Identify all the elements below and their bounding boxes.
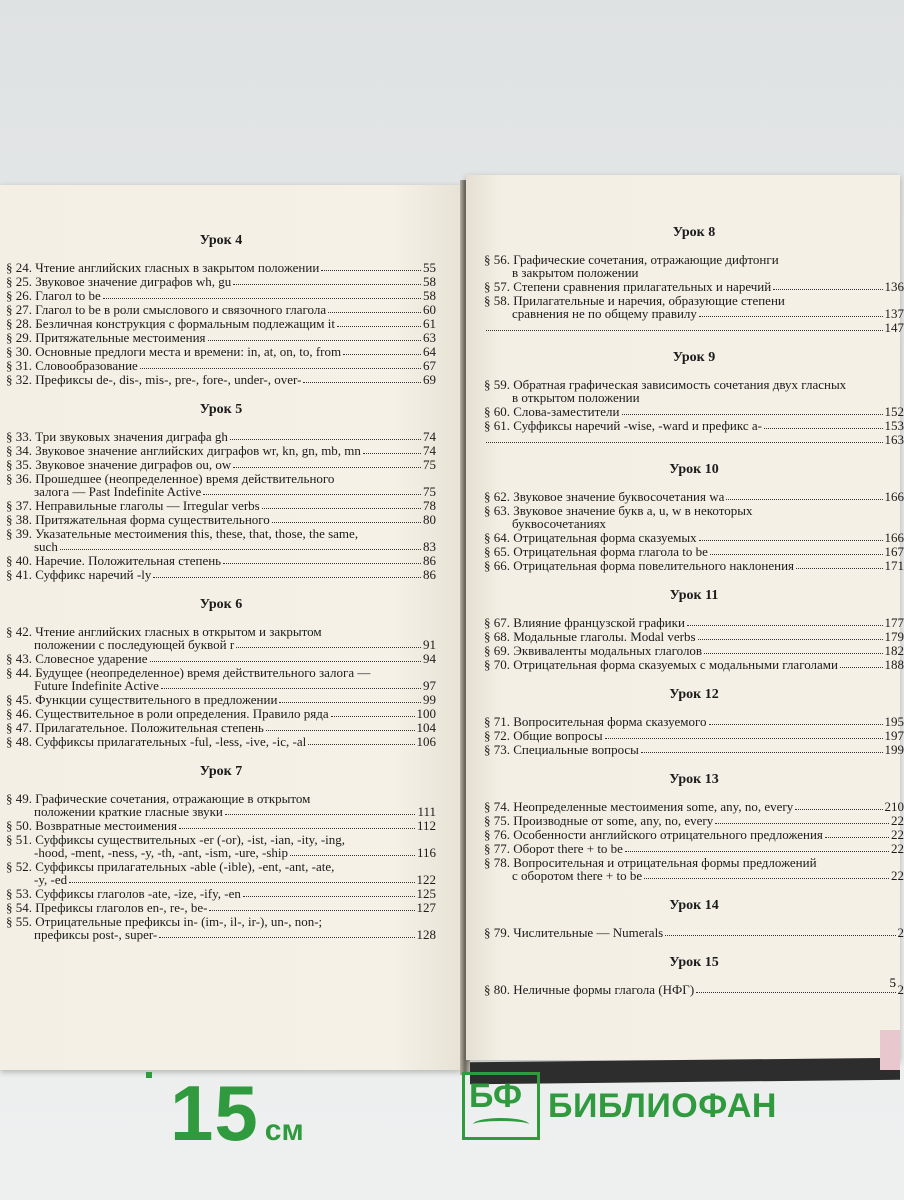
toc-entry — [6, 289, 436, 302]
toc-entry-title: § 63. Звуковое значение букв a, u, w в некоторых — [484, 503, 753, 518]
toc-entry — [6, 540, 436, 553]
toc-page-number: 152 — [884, 404, 904, 419]
toc-page-number: 116 — [416, 845, 436, 860]
toc-entry — [6, 359, 436, 372]
toc-entry-title: § 80. Неличные формы глагола (НФГ) — [484, 982, 695, 997]
lesson-heading: Урок 15 — [669, 955, 719, 970]
toc-entry-title: § 40. Наречие. Положительная степень — [6, 553, 222, 568]
toc-entry-title: § 41. Суффикс наречий -ly — [6, 567, 152, 582]
toc-page-number: 22 — [891, 841, 904, 856]
toc-page-number: 22 — [891, 813, 904, 828]
dot-leader — [796, 568, 882, 569]
toc-entry-title: § 69. Эквиваленты модальных глаголов — [484, 643, 703, 658]
page-number: 5 — [889, 975, 896, 990]
dot-leader — [486, 330, 883, 331]
toc-page-number: 22 — [891, 868, 904, 883]
toc-entry — [6, 652, 436, 665]
toc-entry-title: § 72. Общие вопросы — [484, 728, 603, 743]
dot-leader — [641, 752, 883, 753]
toc-entry — [484, 983, 904, 996]
toc-page-number: 199 — [884, 742, 904, 757]
toc-entry — [484, 630, 904, 643]
toc-entry — [6, 345, 436, 358]
dot-leader — [644, 878, 889, 879]
toc-page-number: 177 — [884, 615, 904, 630]
toc-entry — [484, 926, 904, 939]
toc-entry-title: § 58. Прилагательные и наречия, образующие степени — [484, 293, 785, 308]
toc-entry-title: § 68. Модальные глаголы. Modal verbs — [484, 629, 696, 644]
toc-entry — [484, 433, 904, 446]
toc-page-number: 86 — [423, 553, 436, 568]
toc-entry-title: § 46. Существительное в роли определения. Правило ряда — [6, 706, 329, 721]
dot-leader — [698, 639, 883, 640]
lesson-heading: Урок 14 — [669, 898, 719, 913]
toc-entry — [6, 873, 436, 886]
toc-entry — [484, 419, 904, 432]
toc-page-number: 210 — [884, 799, 904, 814]
toc-entry-title: § 64. Отрицательная форма сказуемых — [484, 530, 697, 545]
toc-entry — [6, 458, 436, 471]
dot-leader — [764, 428, 883, 429]
dot-leader — [363, 453, 421, 454]
toc-entry — [6, 819, 436, 832]
toc-page-number: 75 — [423, 457, 436, 472]
dot-leader — [486, 442, 883, 443]
toc-entry — [6, 568, 436, 581]
dot-leader — [665, 935, 895, 936]
toc-entry — [484, 658, 904, 671]
toc-entry-title: § 73. Специальные вопросы — [484, 742, 639, 757]
toc-entry-title: § 61. Суффиксы наречий -wise, -ward и префикс a- — [484, 418, 762, 433]
toc-page-number: 122 — [416, 872, 436, 887]
toc-page-number: 100 — [416, 706, 436, 721]
brand-logo-icon — [462, 1072, 540, 1140]
dot-leader — [825, 837, 889, 838]
toc-entry-title: § 25. Звуковое значение диграфов wh, gu — [6, 274, 232, 289]
dot-leader — [262, 508, 421, 509]
toc-entry-title: § 57. Степени сравнения прилагательных и наречий — [484, 279, 772, 294]
lesson-heading: Урок 4 — [199, 233, 243, 248]
dot-leader — [331, 716, 415, 717]
toc-entry-title: § 56. Графические сочетания, отражающие дифтонги — [484, 252, 779, 267]
toc-page-number: 61 — [423, 316, 436, 331]
toc-entry — [6, 805, 436, 818]
toc-page-number: 86 — [423, 567, 436, 582]
toc-page-number: 80 — [423, 512, 436, 527]
toc-page-number: 22 — [891, 827, 904, 842]
toc-entry-title: § 78. Вопросительная и отрицательная формы предложений — [484, 855, 817, 870]
dot-leader — [343, 354, 421, 355]
toc-entry — [6, 261, 436, 274]
toc-entry-title: § 32. Префиксы de-, dis-, mis-, pre-, fore-, under-, over- — [6, 372, 302, 387]
toc-entry-title: § 75. Производные от some, any, no, every — [484, 813, 714, 828]
toc-page-number: 112 — [416, 818, 436, 833]
toc-entry — [484, 490, 904, 503]
toc-entry-title: § 26. Глагол to be — [6, 288, 101, 303]
toc-page-number: 104 — [416, 720, 436, 735]
dot-leader — [161, 688, 421, 689]
left-toc-column — [6, 233, 436, 942]
toc-entry — [484, 266, 904, 279]
toc-page-number: 55 — [423, 260, 436, 275]
toc-entry-continuation: префиксы post-, super- — [34, 927, 158, 942]
toc-entry — [484, 644, 904, 657]
dot-leader — [726, 499, 882, 500]
dot-leader — [290, 855, 415, 856]
toc-entry-continuation: -hood, -ment, -ness, -y, -th, -ant, -ism, -ure, -ship — [34, 845, 289, 860]
toc-entry — [6, 303, 436, 316]
toc-page-number: 2 — [897, 982, 904, 997]
toc-entry-title: § 43. Словесное ударение — [6, 651, 148, 666]
dot-leader — [236, 647, 421, 648]
toc-entry-title: § 55. Отрицательные префиксы in- (im-, il-, ir-), un-, non-; — [6, 914, 323, 929]
toc-entry — [6, 846, 436, 859]
toc-page-number: 83 — [423, 539, 436, 554]
toc-entry — [484, 517, 904, 530]
toc-page-number: 64 — [423, 344, 436, 359]
dot-leader — [795, 809, 882, 810]
toc-entry-title: § 67. Влияние французской графики — [484, 615, 685, 630]
toc-entry-title: § 44. Будущее (неопределенное) время действительного залога — — [6, 665, 371, 680]
toc-entry-continuation: Future Indefinite Active — [34, 678, 159, 693]
toc-entry-title: § 24. Чтение английских гласных в закрытом положении — [6, 260, 320, 275]
toc-entry-title: § 34. Звуковое значение английских диграфов wr, kn, gn, mb, mn — [6, 443, 361, 458]
toc-entry-title: § 65. Отрицательная форма глагола to be — [484, 544, 708, 559]
toc-page-number: 153 — [884, 418, 904, 433]
dot-leader — [203, 494, 421, 495]
toc-page-number: 99 — [423, 692, 436, 707]
lesson-heading: Урок 7 — [199, 764, 243, 779]
toc-entry-title: § 54. Префиксы глаголов en-, re-, be- — [6, 900, 208, 915]
toc-entry — [484, 391, 904, 404]
ruler-tick — [146, 1072, 152, 1078]
toc-page-number: 182 — [884, 643, 904, 658]
toc-entry — [6, 373, 436, 386]
toc-entry — [6, 513, 436, 526]
lesson-heading: Урок 6 — [199, 597, 243, 612]
dot-leader — [687, 625, 883, 626]
toc-page-number: 75 — [423, 484, 436, 499]
toc-entry — [484, 729, 904, 742]
toc-entry — [6, 928, 436, 941]
toc-entry-continuation: -y, -ed — [34, 872, 68, 887]
toc-entry-title: § 28. Безличная конструкция с формальным подлежащим it — [6, 316, 335, 331]
toc-page-number: 195 — [884, 714, 904, 729]
toc-entry — [484, 545, 904, 558]
toc-page-number: 78 — [423, 498, 436, 513]
toc-entry-title: § 30. Основные предлоги места и времени: in, at, on, to, from — [6, 344, 342, 359]
toc-page-number: 136 — [884, 279, 904, 294]
toc-entry — [6, 485, 436, 498]
toc-entry — [6, 693, 436, 706]
toc-entry-title: § 74. Неопределенные местоимения some, any, no, every — [484, 799, 794, 814]
dot-leader — [243, 896, 415, 897]
toc-entry-title: § 77. Оборот there + to be — [484, 841, 623, 856]
dot-leader — [840, 667, 883, 668]
toc-page-number: 166 — [884, 530, 904, 545]
toc-entry-title: § 37. Неправильные глаголы — Irregular verbs — [6, 498, 260, 513]
toc-entry-continuation: such — [34, 539, 58, 554]
toc-page-number: 58 — [423, 274, 436, 289]
toc-entry — [484, 559, 904, 572]
toc-entry — [484, 842, 904, 855]
dot-leader — [69, 882, 414, 883]
dot-leader — [159, 937, 414, 938]
toc-entry-title: § 48. Суффиксы прилагательных -ful, -less, -ive, -ic, -al — [6, 734, 307, 749]
dot-leader — [696, 992, 895, 993]
ruler-unit: см — [264, 1114, 304, 1147]
ruler-label — [170, 1068, 304, 1159]
dot-leader — [605, 738, 883, 739]
toc-page-number: 171 — [884, 558, 904, 573]
toc-entry-title: § 50. Возвратные местоимения — [6, 818, 177, 833]
toc-entry-continuation: сравнения не по общему правилу — [512, 306, 697, 321]
dot-leader — [140, 368, 421, 369]
toc-entry — [6, 707, 436, 720]
toc-entry — [484, 828, 904, 841]
dot-leader — [622, 414, 883, 415]
dot-leader — [225, 814, 416, 815]
brand-name: БИБЛИОФАН — [548, 1086, 777, 1125]
toc-page-number: 179 — [884, 629, 904, 644]
toc-entry — [6, 275, 436, 288]
toc-entry-continuation: в открытом положении — [512, 390, 640, 405]
toc-entry — [6, 317, 436, 330]
toc-entry-title: § 79. Числительные — Numerals — [484, 925, 664, 940]
toc-page-number: 58 — [423, 288, 436, 303]
dot-leader — [625, 851, 889, 852]
toc-entry-title: § 51. Суффиксы существительных -er (-or), -ist, -ian, -ity, -ing, — [6, 832, 346, 847]
toc-entry-title: § 62. Звуковое значение буквосочетания wa — [484, 489, 725, 504]
dot-leader — [209, 910, 414, 911]
dot-leader — [179, 828, 415, 829]
dot-leader — [321, 270, 421, 271]
toc-entry-continuation: положении краткие гласные звуки — [34, 804, 223, 819]
toc-entry-title: § 35. Звуковое значение диграфов ou, ow — [6, 457, 232, 472]
toc-entry-continuation: с оборотом there + to be — [512, 868, 643, 883]
toc-page-number: 67 — [423, 358, 436, 373]
dot-leader — [150, 661, 422, 662]
toc-page-number: 74 — [423, 429, 436, 444]
dot-leader — [230, 439, 421, 440]
toc-entry — [484, 715, 904, 728]
toc-entry-title: § 66. Отрицательная форма повелительного наклонения — [484, 558, 795, 573]
toc-page-number: 111 — [417, 804, 436, 819]
toc-entry-title: § 42. Чтение английских гласных в открытом и закрытом — [6, 624, 322, 639]
toc-entry — [6, 331, 436, 344]
toc-entry-title: § 49. Графические сочетания, отражающие в открытом — [6, 791, 311, 806]
toc-entry-title: § 76. Особенности английского отрицательного предложения — [484, 827, 823, 842]
right-page — [466, 175, 904, 1060]
toc-entry — [6, 444, 436, 457]
toc-entry — [484, 321, 904, 334]
right-toc-column — [484, 225, 904, 997]
lesson-heading: Урок 11 — [669, 588, 719, 603]
toc-entry-title: § 39. Указательные местоимения this, these, that, those, the same, — [6, 526, 359, 541]
toc-entry-title: § 59. Обратная графическая зависимость сочетания двух гласных — [484, 377, 847, 392]
toc-entry-title: § 27. Глагол to be в роли смыслового и связочного глагола — [6, 302, 327, 317]
toc-page-number: 69 — [423, 372, 436, 387]
toc-entry — [6, 721, 436, 734]
toc-entry-title: § 70. Отрицательная форма сказуемых с модальными глаголами — [484, 657, 838, 672]
dot-leader — [266, 730, 415, 731]
toc-entry — [6, 679, 436, 692]
toc-entry-title: § 71. Вопросительная форма сказуемого — [484, 714, 707, 729]
toc-entry-title: § 31. Словообразование — [6, 358, 138, 373]
toc-entry-continuation: залога — Past Indefinite Active — [34, 484, 202, 499]
toc-entry-title: § 52. Суффиксы прилагательных -able (-ible), -ent, -ant, -ate, — [6, 859, 335, 874]
dot-leader — [279, 702, 421, 703]
toc-entry — [484, 280, 904, 293]
toc-page-number: 127 — [416, 900, 436, 915]
dot-leader — [208, 340, 421, 341]
toc-page-number: 94 — [423, 651, 436, 666]
toc-entry — [484, 307, 904, 320]
ruler-value: 15 — [170, 1069, 259, 1157]
toc-entry-continuation: положении с последующей буквой r — [34, 637, 235, 652]
toc-entry-title: § 29. Притяжательные местоимения — [6, 330, 206, 345]
toc-page-number: 163 — [884, 432, 904, 447]
toc-entry — [484, 814, 904, 827]
toc-entry — [6, 735, 436, 748]
dot-leader — [272, 522, 421, 523]
toc-page-number: 74 — [423, 443, 436, 458]
toc-page-number: 166 — [884, 489, 904, 504]
toc-page-number: 128 — [416, 927, 436, 942]
toc-page-number: 97 — [423, 678, 436, 693]
dot-leader — [715, 823, 889, 824]
toc-entry — [484, 531, 904, 544]
dot-leader — [328, 312, 421, 313]
dot-leader — [103, 298, 421, 299]
brand-watermark — [462, 1072, 777, 1140]
toc-entry-title: § 36. Прошедшее (неопределенное) время действительного — [6, 471, 335, 486]
lesson-heading: Урок 13 — [669, 772, 719, 787]
toc-page-number: 63 — [423, 330, 436, 345]
toc-entry — [6, 554, 436, 567]
toc-page-number: 167 — [884, 544, 904, 559]
lesson-heading: Урок 9 — [672, 350, 716, 365]
lesson-heading: Урок 8 — [672, 225, 716, 240]
dot-leader — [699, 316, 883, 317]
toc-page-number: 106 — [416, 734, 436, 749]
toc-page-number: 188 — [884, 657, 904, 672]
toc-entry — [6, 638, 436, 651]
toc-entry — [6, 430, 436, 443]
toc-entry — [484, 800, 904, 813]
left-page — [0, 185, 462, 1070]
toc-entry-continuation: буквосочетаниях — [512, 516, 607, 531]
toc-entry — [484, 616, 904, 629]
toc-page-number: 60 — [423, 302, 436, 317]
toc-entry-continuation: в закрытом положении — [512, 265, 639, 280]
dot-leader — [773, 289, 882, 290]
dot-leader — [223, 563, 421, 564]
toc-page-number: 137 — [884, 306, 904, 321]
lesson-heading: Урок 10 — [669, 462, 719, 477]
lesson-heading: Урок 12 — [669, 687, 719, 702]
dot-leader — [233, 284, 421, 285]
toc-page-number: 91 — [423, 637, 436, 652]
toc-entry-title: § 60. Слова-заместители — [484, 404, 620, 419]
toc-entry-title: § 33. Три звуковых значения диграфа gh — [6, 429, 228, 444]
dot-leader — [709, 724, 883, 725]
dot-leader — [60, 549, 421, 550]
dot-leader — [699, 540, 883, 541]
dot-leader — [337, 326, 421, 327]
lesson-heading: Урок 5 — [199, 402, 243, 417]
toc-entry — [484, 743, 904, 756]
toc-entry-title: § 45. Функции существительного в предложении — [6, 692, 278, 707]
brand-logo-text: БФ — [469, 1077, 523, 1115]
dot-leader — [153, 577, 421, 578]
toc-entry-title: § 47. Прилагательное. Положительная степень — [6, 720, 264, 735]
toc-page-number: 2 — [897, 925, 904, 940]
toc-page-number: 125 — [416, 886, 436, 901]
dot-leader — [233, 467, 421, 468]
toc-entry-title: § 38. Притяжательная форма существительного — [6, 512, 270, 527]
toc-entry — [6, 887, 436, 900]
dot-leader — [303, 382, 421, 383]
toc-page-number: 197 — [884, 728, 904, 743]
toc-entry-title: § 53. Суффиксы глаголов -ate, -ize, -ify, -en — [6, 886, 241, 901]
dot-leader — [704, 653, 882, 654]
toc-entry — [484, 869, 904, 882]
dot-leader — [308, 744, 414, 745]
cover-strip — [880, 1030, 900, 1070]
toc-entry — [6, 499, 436, 512]
dot-leader — [710, 554, 883, 555]
toc-entry — [6, 901, 436, 914]
toc-entry — [484, 405, 904, 418]
toc-page-number: 147 — [884, 320, 904, 335]
